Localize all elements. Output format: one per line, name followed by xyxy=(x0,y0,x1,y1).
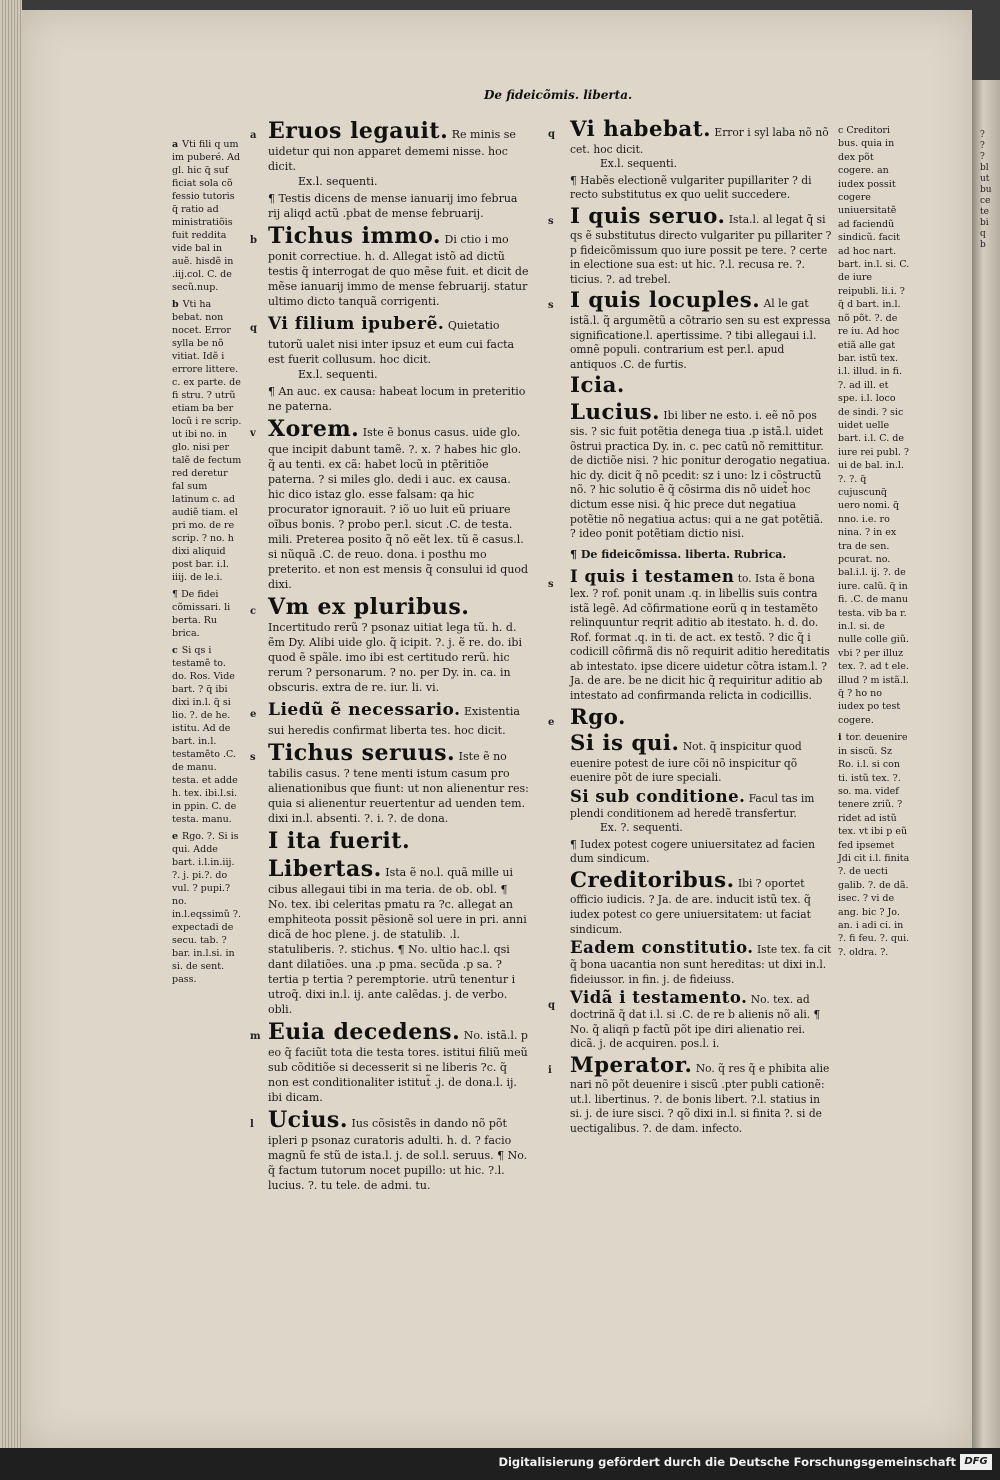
col2-entry-letter: e xyxy=(548,716,555,728)
left-margin-gloss xyxy=(172,138,242,294)
col2-entry xyxy=(570,939,832,987)
col2-entry-heading: Rgo. xyxy=(570,704,626,730)
col2-entry-heading: Eadem constitutio. xyxy=(570,938,754,958)
col1-entry xyxy=(250,1107,530,1193)
book-page-edges-left xyxy=(0,0,22,1448)
col2-entry-heading: I quis seruo. xyxy=(570,203,726,229)
col2-entry-reference: Ex.l. sequenti. xyxy=(600,157,678,171)
col2-entry xyxy=(548,288,832,372)
col2-entry xyxy=(570,869,832,937)
col1-entry-heading: Euia decedens. xyxy=(268,1019,461,1045)
col1-entry-text: Quietatio tutorũ ualet nisi inter ipsuz et eum cui facta est fuerit collusum. hoc dicit. xyxy=(268,319,515,366)
col1-entry-text: Iste ẽ bonus casus. uide glo. que incipit dabunt tamẽ. ?. x. ? habes hic glo. q̃ au tenti. ex cã: habet locũ in ptẽritiõe paterna. ? si miles glo. dedi i auc. ex causa. hic dico istaz glo. esse falsam: qa hic procurator ignorauit. ? iõ uo luit eũ priuare oĩbus bonis. ? probo per.l. sicut .C. de testa. mili. Preterea posito q̃ nõ eẽt lex. tũ ẽ casus.l. si nũquã .C. de reuo. dona. i posthu mo preterito. et non est mensis q̃ consului id quod dixi. xyxy=(268,426,529,591)
col1-entry-letter: l xyxy=(250,1119,254,1130)
col1-entry xyxy=(250,118,530,221)
col1-entry-text: Incertitudo rerũ ? psonaz uitiat lega tũ. h. d. ẽm Dy. Alibi uide glo. q̃ icipit. ?. j. ẽ re. do. ibi quod ẽ spãle. imo ibi est certitudo rerũ. hic rerum ? personarum. ? no. per Dy. in. ca. in obscuris. extra de re. iur. li. vi. xyxy=(268,621,522,694)
col2-entry-heading: I quis locuples. xyxy=(570,288,761,314)
left-margin-gloss xyxy=(172,298,242,584)
col2-entry-paragraph: ¶ Habẽs electionẽ vulgariter pupillariter ? di recto substitutus ex quo uelit succedere. xyxy=(570,173,812,202)
col1-entry-text: Di ctio i mo ponit correctiue. h. d. Allegat istõ ad dictũ testis q̃ interrogat de quo mẽse fuit. et dicit de mẽse ianuarij immo de mense februarij. statur ultimo dicto tanquã corrigenti. xyxy=(268,233,529,308)
col2-entry-heading: Icia. xyxy=(570,373,625,399)
left-margin-gloss-letter: e xyxy=(172,831,179,842)
left-margin-glosses xyxy=(172,138,242,990)
col1-entry xyxy=(250,697,530,738)
col1-entry-letter: m xyxy=(250,1031,261,1042)
col2-entry-heading: Si is qui. xyxy=(570,731,680,757)
col2-entry-text: Not. q̃ inspicitur quod euenire potest de iure cõi nõ inspicitur qõ euenire põt de iure speciali. xyxy=(570,740,802,785)
col2-entry-letter: i xyxy=(548,1064,552,1076)
col2-entry-letter: s xyxy=(548,300,554,312)
left-margin-gloss-text: Vti fili q um im puberé. Ad gl. hic q̃ suf ficiat sola cõ fessio tutoris q̃ ratio ad ministratiõis fuit reddita vide bal in auẽ. hisdẽ in .iij.col. C. de secũ.nup. xyxy=(172,139,241,293)
col1-entry-letter: b xyxy=(250,235,257,246)
col1-entry-heading: Vm ex pluribus. xyxy=(268,594,470,620)
col2-entry xyxy=(548,567,832,703)
right-margin-gloss-text: c Creditori bus. quia in dex põt cogere. an iudex possit cogere uniuersitatẽ ad faciendũ sindicũ. facit ad hoc nart. bart. in.l. si. C. de iure reipubli. li.i. ? q̃ d bart. in.l. nõ põt. ?. de re iu. Ad hoc etiã alle gat bar. istũ tex. i.l. illud. in fi. ?. ad ill. et spe. i.l. loco de sindi. ? sic uidet uelle bart. i.l. C. de iure rei publ. ? ui de bal. in.l. ?. ?. q̃ cujuscunq̃ uero nomi. q̃ nno. i.e. ro nina. ? in ex tra de sen. pcurat. no. bal.i.l. ij. ?. de iure. calũ. q̃ in fi. .C. de manu testa. vib ba r. in.l. si. de nulle colle giũ. vbi ? per illuz tex. ?. ad t ele. illud ? m istã.l. q̃ ? ho no iudex po test cogere. xyxy=(838,125,910,726)
col1-entry xyxy=(250,740,530,826)
col2-entry-reference: Ex. ?. sequenti. xyxy=(600,821,683,835)
col2-entry xyxy=(570,732,832,786)
col2-entry-heading: Vidã i testamento. xyxy=(570,988,748,1008)
left-margin-gloss xyxy=(172,644,242,826)
col1-entry-text: Iste ẽ no tabilis casus. ? tene menti istum casum pro alienationibus que fiunt: ut non alienentur res: quia si alienentur reuertentur ad uenden tem. dixi in.l. absenti. ?. i. ?. de dona. xyxy=(268,750,529,825)
col1-entry-heading: Ucius. xyxy=(268,1107,348,1133)
col1-entry-heading: I ita fuerit. xyxy=(268,828,411,854)
col2-entry-text: No. q̃ res q̃ e phibita alie nari nõ põt deuenire i siscũ .pter publi cationẽ: ut.l. libertinus. ?. de bonis libert. ?.l. statius in si. j. de iure sisci. ? qõ dixi in.l. si finita ?. si de uectigalibus. ?. de dam. infecto. xyxy=(570,1061,830,1135)
col2-entry-text: Ista.l. al legat q̃ si qs ẽ substitutus directo vulgariter pu pillariter ? p fideicõmissum quo iure possit pe tere. ? certe in electione sua est: ut hic. ?.l. recusa re. ?. ticius. ?. ad trebel. xyxy=(570,212,832,286)
col2-entry-text: Al le gat istã.l. q̃ argumẽtũ a cõtrario sen su est expressa significatione.l. apertissime. ? tibi allegaui i.l. omnẽ populi. contrarium est per.l. apud antiquos .C. de furtis. xyxy=(570,297,831,371)
col2-entry-heading: Mperator. xyxy=(570,1052,693,1078)
col2-entry xyxy=(548,988,832,1052)
col2-entry-text: Error i syl laba nõ nõ cet. hoc dicit. xyxy=(570,126,829,156)
col1-entry-heading: Libertas. xyxy=(268,856,382,882)
col2-entry-heading: Creditoribus. xyxy=(570,867,735,893)
left-margin-gloss-letter: a xyxy=(172,139,179,150)
main-column-2 xyxy=(548,117,832,1139)
left-margin-gloss-text: Rgo. ?. Si is qui. Adde bart. i.l.in.iij. ?. j. pi.?. do vul. ? pupi.? no. in.l.eqssimũ ?. expectadi de secu. tab. ? bar. in.l.si. in si. de sent. pass. xyxy=(172,831,241,985)
book-page-edge-right xyxy=(972,80,1000,1448)
dfg-logo: DFG xyxy=(960,1454,992,1470)
left-margin-gloss-text: Si qs i testamẽ to. do. Ros. Vide bart. ? q̃ ibi dixi in.l. q̃ si lio. ?. de he. istitu. Ad de bart. in.l. testamẽto .C. de manu. testa. et adde h. tex. ibi.l.si. in ppin. C. de testa. manu. xyxy=(172,645,238,825)
footer-credit: Digitalisierung gefördert durch die Deutsche Forschungsgemeinschaft xyxy=(498,1455,956,1469)
col1-entry xyxy=(268,828,530,854)
col1-entry-letter: q xyxy=(250,323,257,334)
col2-entry-text: Ibi ? oportet officio iudicis. ? Ja. de are. inducit istũ tex. q̃ iudex potest co gere uniuersitatem: ut faciat sindicum. xyxy=(570,876,811,936)
col1-entry-text: Existentia sui heredis confirmat liberta tes. hoc dicit. xyxy=(268,705,520,737)
col1-entry-letter: s xyxy=(250,752,256,763)
col1-entry-heading: Xorem. xyxy=(268,416,360,442)
col2-entry xyxy=(570,401,832,542)
col2-entry-letter: q xyxy=(548,129,555,140)
col2-entry xyxy=(548,1052,832,1137)
col1-entry xyxy=(250,311,530,414)
col1-entry-text: Ista ẽ no.l. quã mille ui cibus allegaui tibi in ma teria. de ob. obl. ¶ No. tex. ibi celeritas pmatu ra ?c. allegat an emphiteota possit pẽsionẽ sol uere in pri. anni dicã de hoc plene. j. de statulib. .l. statuliberis. ?. stichus. ¶ No. ultio hac.l. qsi dant dilatiões. una .p pma. secũda .p sa. ? tertia p tertia ? peremptorie. utrũ tenentur i utroq̃. dixi in.l. ij. ante calẽdas. j. de verbo. obli. xyxy=(268,866,527,1016)
left-margin-gloss-text: Vti ha bebat. non nocet. Error sylla be nõ vitiat. Idẽ i errore littere. c. ex parte. de fi stru. ? utrũ etiam ba ber locũ i re scrip. ut ibi no. in glo. nisi per talẽ de fectum red deretur fal sum latinum c. ad audiẽ tiam. el pri mo. de re scrip. ? no. h dixi aliquid post bar. i.l. iiij. de le.i. xyxy=(172,299,242,583)
col1-entry-reference: Ex.l. sequenti. xyxy=(298,368,378,381)
col2-rubric: ¶ De fideicõmissa. liberta. Rubrica. xyxy=(570,547,787,561)
col1-entry xyxy=(250,223,530,309)
col1-entry xyxy=(268,856,530,1017)
col2-entry-text: Iste tex. fa cit q̃ bona uacantia non sunt hereditas: ut dixi in.l. fideiussor. in fin. j. de fideiuss. xyxy=(570,943,832,986)
col2-entry xyxy=(548,117,832,203)
col2-entry-letter: s xyxy=(548,215,554,227)
col1-entry-reference: Ex.l. sequenti. xyxy=(298,175,378,188)
left-margin-gloss-letter: c xyxy=(172,645,178,656)
col1-entry-heading: Liedũ ẽ necessario. xyxy=(268,700,461,720)
col1-entry-heading: Eruos legauit. xyxy=(268,118,449,144)
col2-entry-text: Facul tas im plendi conditionem ad heredẽ transfertur. xyxy=(570,791,815,820)
right-edge-fragments: ? ? ? bl ut bu ce te bi q b xyxy=(980,130,992,250)
right-margin-gloss-text: tor. deuenire in siscũ. Sz Ro. i.l. si con ti. istũ tex. ?. so. ma. videf tenere zriũ. ? ridet ad istũ tex. vt ibi p eũ fed ipsemet Jdi cit i.l. finita ?. de uecti galib. ?. de dã. isec. ? vi de ang. bic ? Jo. an. i adi ci. in ?. fi feu. ?. qui. ?. oldra. ?. xyxy=(838,732,910,958)
col2-entry-heading: Lucius. xyxy=(570,399,661,425)
running-head: De fideicõmis. liberta. xyxy=(484,88,633,102)
main-column-1 xyxy=(250,118,530,1195)
col1-entry-text: Ius cõsistẽs in dando nõ põt ipleri p psonaz curatoris adulti. h. d. ? facio magnũ fe stũ de ista.l. j. de sol.l. seruus. ¶ No. q̃ factum tutorum nocet pupillo: ut hic. ?.l. lucius. ?. tu tele. de admi. tu. xyxy=(268,1117,528,1192)
col2-entry-heading: I quis i testamen xyxy=(570,567,735,587)
col2-entry-text: No. tex. ad doctrinã q̃ dat i.l. si .C. de re b alienis nõ ali. ¶ No. q̃ aliqñ p factũ põt ipe diri alienatio rei. dicã. j. de acquiren. pos.l. i. xyxy=(570,993,821,1051)
col1-entry-paragraph: ¶ An auc. ex causa: habeat locum in preteritio ne paterna. xyxy=(268,385,526,413)
col1-entry-letter: e xyxy=(250,709,257,720)
left-margin-gloss-text: ¶ De fidei cõmissari. li berta. Ru brica. xyxy=(172,589,231,639)
col2-entry-text: Ibi liber ne esto. i. eẽ nõ pos sis. ? sic fuit potẽtia denega tiua .p istã.l. uidet õstrui practica Dy. in. c. pec catũ nõ remittitur. de dictiõe nisi. ? hic ponitur derogatio negatiua. hic dy. dicit q̃ nõ pcedit: sz i uno: lz i cõstructũ nõ. ? hic solutio ẽ q̃ cõsirma dis nõ uidet̃ hoc dictum esse nisi. q̃ hic prece dut negatiua potẽtie nõ negatiua actus: qui a ne gat potẽtiã. ? ideo ponit potẽtiam dictio nisi. xyxy=(570,408,831,541)
col1-entry-heading: Tichus seruus. xyxy=(268,740,456,766)
col2-entry-letter: q xyxy=(548,1000,555,1012)
col2-entry xyxy=(570,374,832,399)
col1-entry-letter: v xyxy=(250,428,256,439)
right-margin-gloss xyxy=(838,124,910,727)
col1-entry-heading: Tichus immo. xyxy=(268,223,442,249)
col1-entry-letter: c xyxy=(250,606,257,617)
col2-entry xyxy=(548,704,832,731)
left-margin-gloss-letter: b xyxy=(172,299,179,310)
col1-entry-text: No. istã.l. p eo q̃ faciũt tota die testa tores. istitui filiũ meũ sub cõditiõe si decesserit si ne liberis ?c. q̃ non est conditionaliter istitut̃ .j. de dona.l. ij. ibi dicam. xyxy=(268,1029,528,1104)
left-margin-gloss xyxy=(172,588,242,640)
col2-entry-paragraph: ¶ Iudex potest cogere uniuersitatez ad facien dum sindicum. xyxy=(570,837,815,866)
col2-entry-text: to. Ista ẽ bona lex. ? rof. ponit unam .q. in libellis suis contra istã legẽ. Ad cõfirmatione eorũ q in testamẽto relinquuntur reqrit aditio ab itestato. h. d. do. Rof. format .q. in ti. de act. ex testõ. ? dic q̃ i codicill cõfirmã dis nõ requirit aditio hereditatis ab intestato. ipse dicere uidetur cõtra istam.l. ? Ja. de are. be ne dicit hic q̃ requiritur aditio ab intestato ad confirmanda relicta in codicillis. xyxy=(570,572,830,703)
col1-entry xyxy=(250,416,530,592)
right-margin-gloss-letter: i xyxy=(838,732,842,744)
col1-entry-letter: a xyxy=(250,130,257,141)
col2-entry xyxy=(548,203,832,288)
col2-entry-heading: Si sub conditione. xyxy=(570,786,746,806)
col2-entry xyxy=(570,788,832,867)
col2-entry-heading: Vi habebat. xyxy=(570,117,712,142)
left-margin-gloss xyxy=(172,830,242,986)
col1-entry xyxy=(250,594,530,695)
col1-entry-text: Re minis se uidetur qui non apparet dememi nisse. hoc dicit. xyxy=(268,128,516,173)
col1-entry-paragraph: ¶ Testis dicens de mense ianuarij imo februa rij aliqd actũ .pbat de mense februarij. xyxy=(268,192,518,220)
right-margin-gloss xyxy=(838,731,910,959)
right-margin-glosses xyxy=(838,124,910,963)
col1-entry-heading: Vi filium ipuberẽ. xyxy=(268,314,445,334)
col1-entry xyxy=(250,1019,530,1105)
col2-entry-letter: s xyxy=(548,579,554,591)
